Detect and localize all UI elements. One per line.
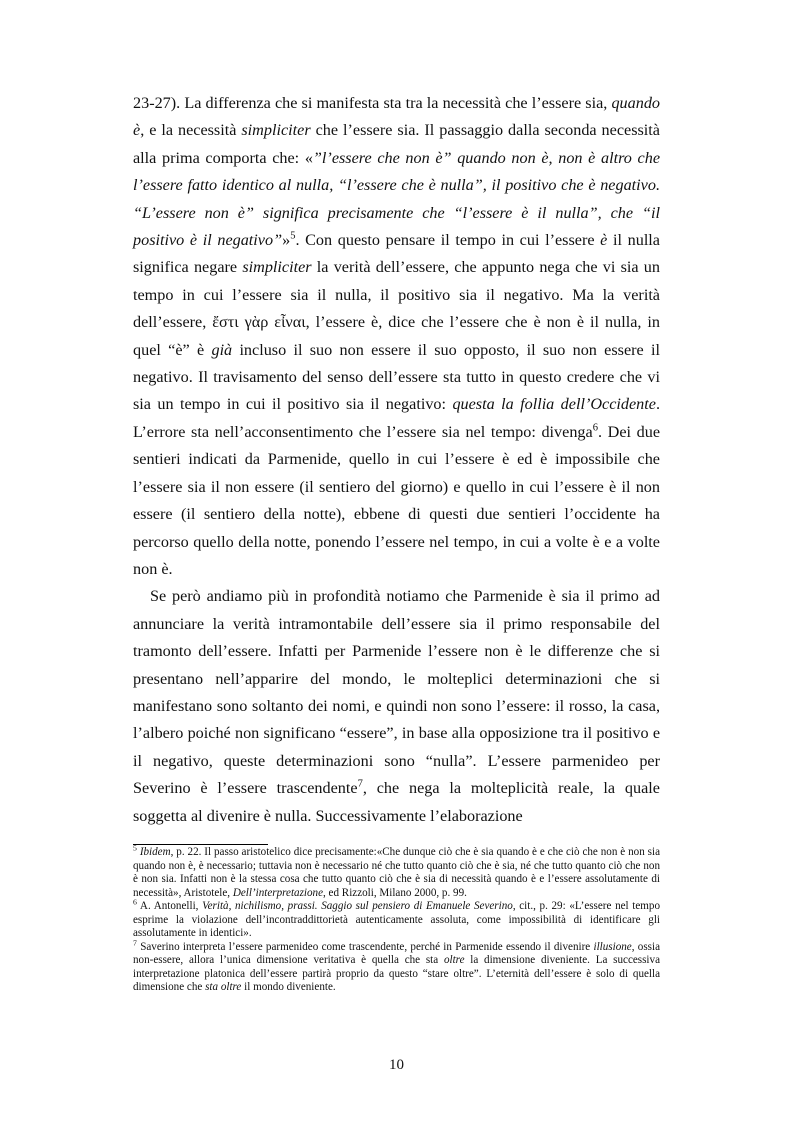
text-run: , l’essere è, dice che l’essere che è non è il nulla, in quel “è” è	[133, 313, 660, 359]
footnote-separator	[133, 844, 268, 845]
text-run: che l’essere sia. Il passaggio dalla seconda necessità alla prima comporta che: «	[133, 121, 660, 167]
emphasis-text: sta oltre	[205, 981, 242, 993]
greek-phrase: ἔστι γὰρ εἶναι	[212, 313, 306, 332]
page-number: 10	[389, 1057, 404, 1073]
footnote-ref-6[interactable]: 6	[592, 422, 598, 434]
emphasis-text: illusione	[593, 940, 632, 953]
book-title: Verità, nichilismo, prassi. Saggio sul pensiero di Emanuele Severino	[202, 900, 513, 912]
book-title: Dell’interpretazione	[232, 886, 323, 899]
footnote-number: 6	[133, 897, 137, 907]
emphasis-text: già	[211, 340, 233, 359]
text-run: »	[282, 231, 291, 250]
text-run: , ed Rizzoli, Milano 2000, p. 99.	[323, 886, 467, 899]
emphasis-text: questa la follia dell’Occidente	[452, 395, 656, 414]
text-run: il nulla significa negare	[133, 231, 660, 277]
paragraph-1	[133, 90, 660, 583]
emphasis-text: quando è	[133, 94, 660, 140]
text-run: il mondo diveniente.	[241, 981, 336, 993]
text-run: , che nega la molteplicità reale, la quale soggetta al divenire è nulla. Successivamente l’elaborazione	[133, 779, 660, 825]
text-run: la dimensione diveniente. La successiva interpretazione platonica dell’essere partirà proprio da questo “stare oltre”. L’eternità dell’essere è solo di quella dimensione che	[133, 954, 660, 993]
quotation-italic: ”l’essere che non è” quando non è, non è altro che l’essere fatto identico al nulla, “l’essere che è nulla”, il positivo che è negativo. “L’essere non è” significa precisamente che “l’essere è il nulla”, che “il positivo è il negativo”	[133, 148, 660, 250]
paragraph-2	[133, 583, 660, 830]
text-run: , ossia non-essere, allora l’unica dimensione veritativa è quella che sta	[133, 940, 660, 966]
footnote-ref-7[interactable]: 7	[357, 778, 363, 790]
footnote-5	[133, 843, 661, 900]
emphasis-text: oltre	[443, 954, 465, 966]
text-run: . Dei due sentieri indicati da Parmenide, quello in cui l’essere è ed è impossibile che l’essere sia il non essere (il sentiero del giorno) e quello in cui l’essere è il non essere (il sentiero della notte), ebbene di questi due sentieri l’occidente ha percorso quello della notte, ponendo l’essere nel tempo, in cui a volte è e a volte non è.	[133, 422, 661, 578]
emphasis-text: simpliciter	[242, 258, 312, 277]
footnote-number: 5	[133, 843, 137, 853]
emphasis-text: Ibidem	[139, 846, 171, 858]
text-run: , p. 22. Il passo aristotelico dice precisamente:«Che dunque ciò che è sia quando è e che ciò che non è non sia quando non è, è necessario; tuttavia non è necessario né che tutto quanto ciò che è sia, né che tutto quanto ciò che non è non sia. Infatti non è la stessa cosa che tutto quanto ciò che è sia di necessità quando è e l’essere assolutamente di necessità», Aristotele,	[133, 846, 661, 899]
text-run: incluso il suo non essere il suo opposto, il suo non essere il negativo. Il travisamento del senso dell’essere sta tutto in questo credere che vi sia un tempo in cui il positivo sia il negativo:	[133, 340, 661, 414]
emphasis-text: simpliciter	[241, 121, 311, 140]
emphasis-text: è	[600, 231, 608, 250]
text-run: 23-27). La differenza che si manifesta sta tra la necessità che l’essere sia,	[133, 94, 612, 112]
footnote-6	[133, 897, 660, 941]
text-run: Saverino interpreta l’essere parmenideo come trascendente, perché in Parmenide essendo il divenire	[136, 940, 594, 953]
footnote-ref-5[interactable]: 5	[290, 230, 296, 242]
footnote-7	[133, 937, 660, 995]
footnote-number: 7	[133, 937, 137, 947]
text-run: , cit., p. 29: «L’essere nel tempo esprime la violazione dell’incontraddittorietà autenticamente assoluta, come impossibilità di identificare gli assolutamente in identici».	[133, 900, 660, 939]
text-run: Se però andiamo più in profondità notiamo che Parmenide è sia il primo ad annunciare la verità intramontabile dell’essere sia il primo responsabile del tramonto dell’essere. Infatti per Parmenide l’essere non è le differenze che si presentano nell’apparire del mondo, le molteplici determinazioni che si manifestano sono soltanto dei nomi, e quindi non sono l’essere: il rosso, la casa, l’albero poiché non significano “essere”, in base alla opposizione tra il positivo e il negativo, queste determinazioni sono “nulla”. L’essere parmenideo per Severino è l’essere trascendente	[133, 587, 660, 798]
text-run: A. Antonelli,	[136, 900, 203, 912]
text-run: , e la necessità	[140, 121, 242, 140]
footnotes	[133, 843, 661, 995]
text-run: . L’errore sta nell’acconsentimento che l’essere sia nel tempo: divenga	[133, 395, 661, 441]
main-text	[133, 90, 660, 830]
text-run: . Con questo pensare il tempo in cui l’essere	[295, 231, 601, 250]
text-run: la verità dell’essere, che appunto nega che vi sia un tempo in cui l’essere sia il nulla, il positivo sia il negativo. Ma la verità dell’essere,	[133, 258, 660, 332]
